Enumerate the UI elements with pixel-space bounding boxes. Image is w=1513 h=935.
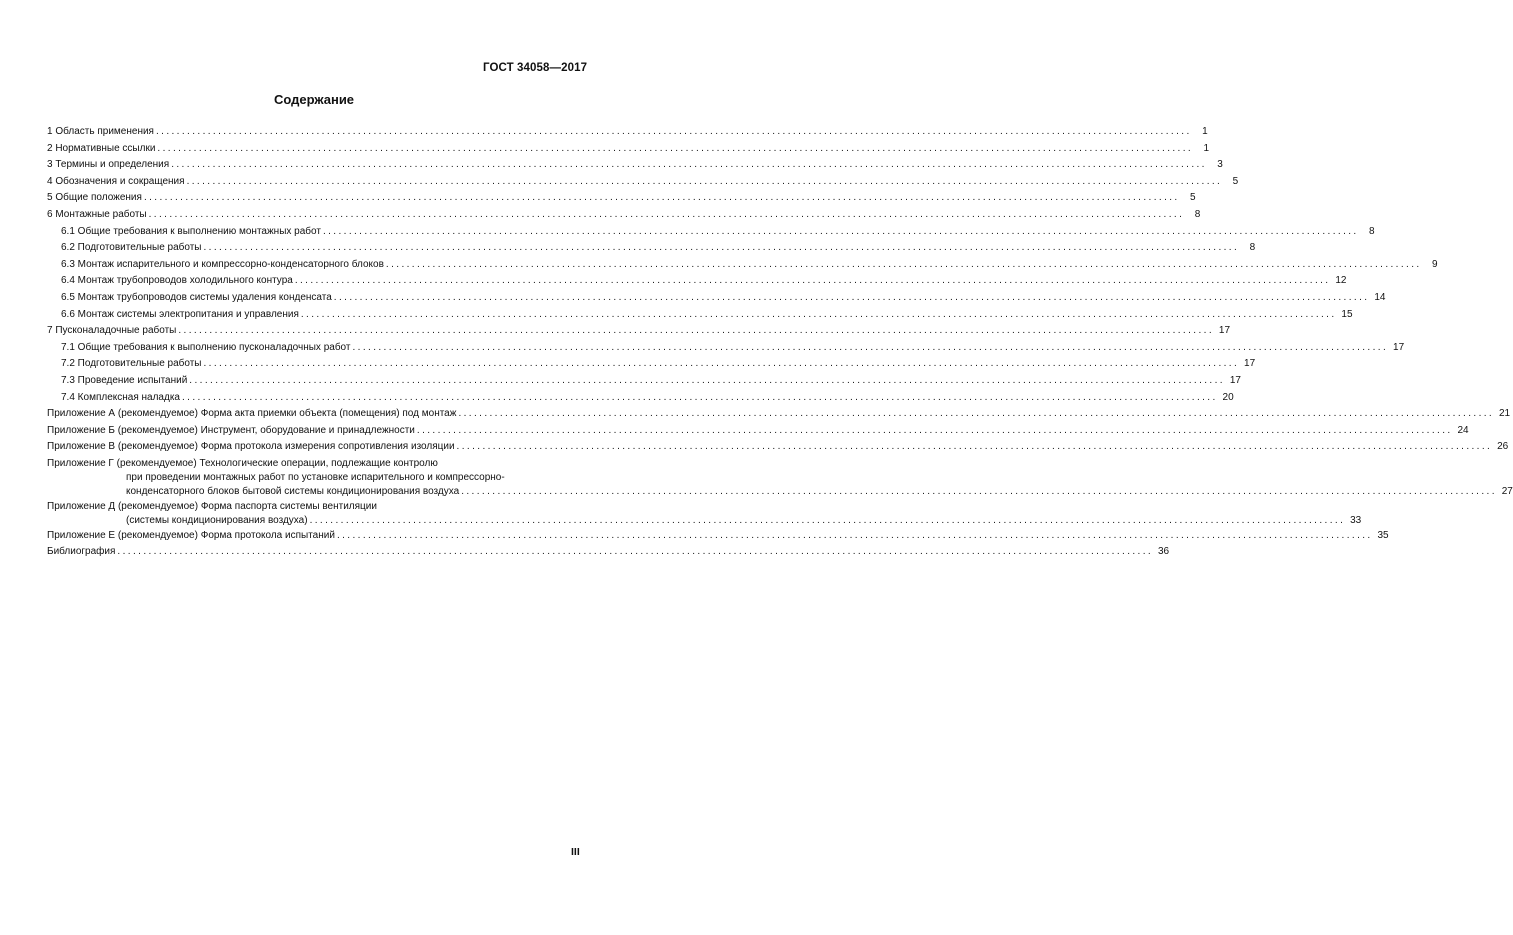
toc-leader-dots: ........................................................................................................................................................................................................ [461, 485, 1497, 497]
toc-entry-label: 5 Общие положения [47, 192, 142, 204]
toc-entry-label: 3 Термины и определения [47, 159, 170, 171]
toc-leader-dots: ........................................................................................................................................................................................................ [117, 546, 1154, 558]
toc-entry-label-continued: конденсаторного блоков бытовой системы кондиционирования воздуха [126, 485, 460, 497]
toc-page-number: 8 [1194, 208, 1201, 220]
toc-entry-label: 2 Нормативные ссылки [47, 142, 156, 154]
toc-entry-label: 6.1 Общие требования к выполнению монтажных работ [61, 225, 321, 237]
toc-entry-label: Приложение А (рекомендуемое) Форма акта приемки объекта (помещения) под монтаж [47, 408, 457, 420]
toc-entry-label: 7.1 Общие требования к выполнению пусконаладочных работ [61, 341, 351, 353]
toc-entry[interactable] [47, 373, 1241, 390]
toc-leader-dots: ........................................................................................................................................................................................................ [143, 192, 1180, 204]
toc-entry-appendix-g[interactable] [47, 456, 1513, 499]
toc-entry-label: 6.2 Подготовительные работы [61, 242, 202, 254]
toc-page-number: 9 [1432, 258, 1438, 270]
toc-entry[interactable] [47, 157, 1223, 174]
toc-leader-dots: ........................................................................................................................................................................................................ [157, 142, 1194, 154]
toc-page-number: 12 [1335, 275, 1347, 287]
page-title: Содержание [273, 92, 355, 107]
toc-entry[interactable] [47, 141, 1210, 158]
toc-leader-dots: ........................................................................................................................................................................................................ [458, 408, 1495, 420]
toc-entry-label: 7 Пусконаладочные работы [47, 325, 177, 337]
toc-page-number: 1 [1203, 142, 1210, 154]
toc-entry-label: 6.4 Монтаж трубопроводов холодильного контура [61, 275, 293, 287]
toc-page-number: 33 [1350, 514, 1362, 526]
toc-leader-dots: ........................................................................................................................................................................................................ [186, 175, 1223, 187]
document-code: ГОСТ 34058—2017 [483, 62, 588, 74]
toc-page-number: 24 [1457, 424, 1469, 436]
toc-leader-dots: ........................................................................................................................................................................................................ [148, 208, 1185, 220]
toc-leader-dots: ........................................................................................................................................................................................................ [155, 126, 1192, 137]
toc-entry[interactable] [47, 390, 1234, 407]
toc-page-number: 15 [1341, 308, 1353, 320]
toc-entry[interactable] [47, 528, 1389, 545]
toc-page-number: 27 [1501, 485, 1513, 497]
toc-entry-label: 7.4 Комплексная наладка [61, 391, 180, 403]
toc-page-number: 5 [1232, 175, 1239, 187]
toc-entry-label-continued: (системы кондиционирования воздуха) [126, 514, 308, 526]
toc-page-number: 36 [1157, 546, 1170, 558]
toc-leader-dots: ........................................................................................................................................................................................................ [203, 358, 1240, 370]
toc-entry[interactable] [47, 273, 1347, 290]
toc-page-number: 8 [1369, 225, 1375, 237]
toc-leader-dots: ........................................................................................................................................................................................................ [352, 341, 1389, 353]
toc-entry[interactable] [47, 406, 1511, 423]
toc-entry-label: Приложение В (рекомендуемое) Форма протокола измерения сопротивления изоляции [47, 441, 455, 453]
toc-entry[interactable] [47, 323, 1231, 340]
toc-entry-label: 6.6 Монтаж системы электропитания и управления [61, 308, 299, 320]
toc-entry[interactable] [47, 190, 1196, 207]
toc-leader-dots: ........................................................................................................................................................................................................ [385, 258, 1422, 270]
toc-entry[interactable] [47, 240, 1256, 257]
toc-entry-last-line [47, 514, 1362, 528]
toc-page-number: 17 [1393, 341, 1405, 353]
toc-entry[interactable] [47, 290, 1386, 307]
toc-leader-dots: ........................................................................................................................................................................................................ [294, 275, 1331, 287]
toc-leader-dots: ........................................................................................................................................................................................................ [189, 374, 1225, 386]
toc-leader-dots: ........................................................................................................................................................................................................ [416, 424, 1453, 436]
toc-page-number: 26 [1497, 441, 1509, 453]
toc-leader-dots: ........................................................................................................................................................................................................ [309, 514, 1346, 526]
toc-entry-label: 1 Область применения [47, 126, 154, 137]
toc-entry-label: 6.5 Монтаж трубопроводов системы удаления конденсата [61, 291, 332, 303]
toc-page-number: 20 [1222, 391, 1234, 403]
toc-leader-dots: ........................................................................................................................................................................................................ [456, 441, 1493, 453]
toc-entry-label: Приложение Е (рекомендуемое) Форма протокола испытаний [47, 529, 335, 541]
table-of-contents [47, 124, 1513, 561]
toc-leader-dots: ........................................................................................................................................................................................................ [333, 291, 1370, 303]
toc-entry-label: Приложение Д (рекомендуемое) Форма паспорта системы вентиляции [47, 500, 377, 512]
toc-entry-label: Приложение Г (рекомендуемое) Технологические операции, подлежащие контролю [47, 457, 438, 469]
toc-entry-last-line [47, 485, 1513, 499]
toc-entry-label: 6.3 Монтаж испарительного и компрессорно-конденсаторного блоков [61, 258, 384, 270]
toc-page-number: 5 [1190, 192, 1196, 204]
toc-leader-dots: ........................................................................................................................................................................................................ [178, 325, 1215, 337]
toc-entry[interactable] [47, 174, 1239, 191]
toc-leader-dots: ........................................................................................................................................................................................................ [336, 529, 1373, 541]
toc-leader-dots: ........................................................................................................................................................................................................ [182, 391, 1218, 403]
toc-page-number: 17 [1229, 374, 1241, 386]
toc-page-number: 1 [1202, 126, 1208, 137]
toc-entry[interactable] [47, 224, 1375, 241]
toc-entry-label: Библиография [47, 546, 116, 558]
toc-page-number: 14 [1374, 291, 1386, 303]
toc-entry-label: 4 Обозначения и сокращения [47, 175, 185, 187]
toc-page-number: 17 [1218, 325, 1231, 337]
toc-page-number: 8 [1249, 242, 1256, 254]
toc-entry[interactable] [47, 207, 1201, 224]
toc-entry[interactable] [47, 439, 1509, 456]
toc-leader-dots: ........................................................................................................................................................................................................ [203, 242, 1240, 254]
toc-entry[interactable] [47, 544, 1170, 561]
toc-page-number: 3 [1217, 159, 1223, 171]
toc-entry-label: Приложение Б (рекомендуемое) Инструмент, оборудование и принадлежности [47, 424, 415, 436]
toc-leader-dots: ........................................................................................................................................................................................................ [322, 225, 1359, 237]
toc-page-number: 21 [1498, 408, 1511, 420]
toc-entry-label: 7.2 Подготовительные работы [61, 358, 202, 370]
page-number: III [571, 846, 580, 858]
toc-entry[interactable] [47, 257, 1438, 274]
toc-entry-label: 7.3 Проведение испытаний [61, 374, 188, 386]
toc-entry-label-continued: при проведении монтажных работ по установке испарительного и компрессорно- [126, 471, 505, 483]
toc-main-list [47, 124, 1511, 456]
toc-entry-label: 6 Монтажные работы [47, 208, 147, 220]
toc-entry[interactable] [47, 340, 1405, 357]
toc-entry[interactable] [47, 423, 1469, 440]
toc-entry-appendix-d[interactable] [47, 499, 1362, 528]
toc-tail-list [47, 528, 1389, 561]
toc-leader-dots: ........................................................................................................................................................................................................ [171, 159, 1207, 171]
toc-entry[interactable] [47, 307, 1353, 324]
toc-page-number: 17 [1244, 358, 1256, 370]
toc-page-number: 35 [1377, 529, 1389, 541]
toc-entry[interactable] [47, 124, 1208, 141]
toc-leader-dots: ........................................................................................................................................................................................................ [300, 308, 1337, 320]
toc-entry[interactable] [47, 356, 1256, 373]
